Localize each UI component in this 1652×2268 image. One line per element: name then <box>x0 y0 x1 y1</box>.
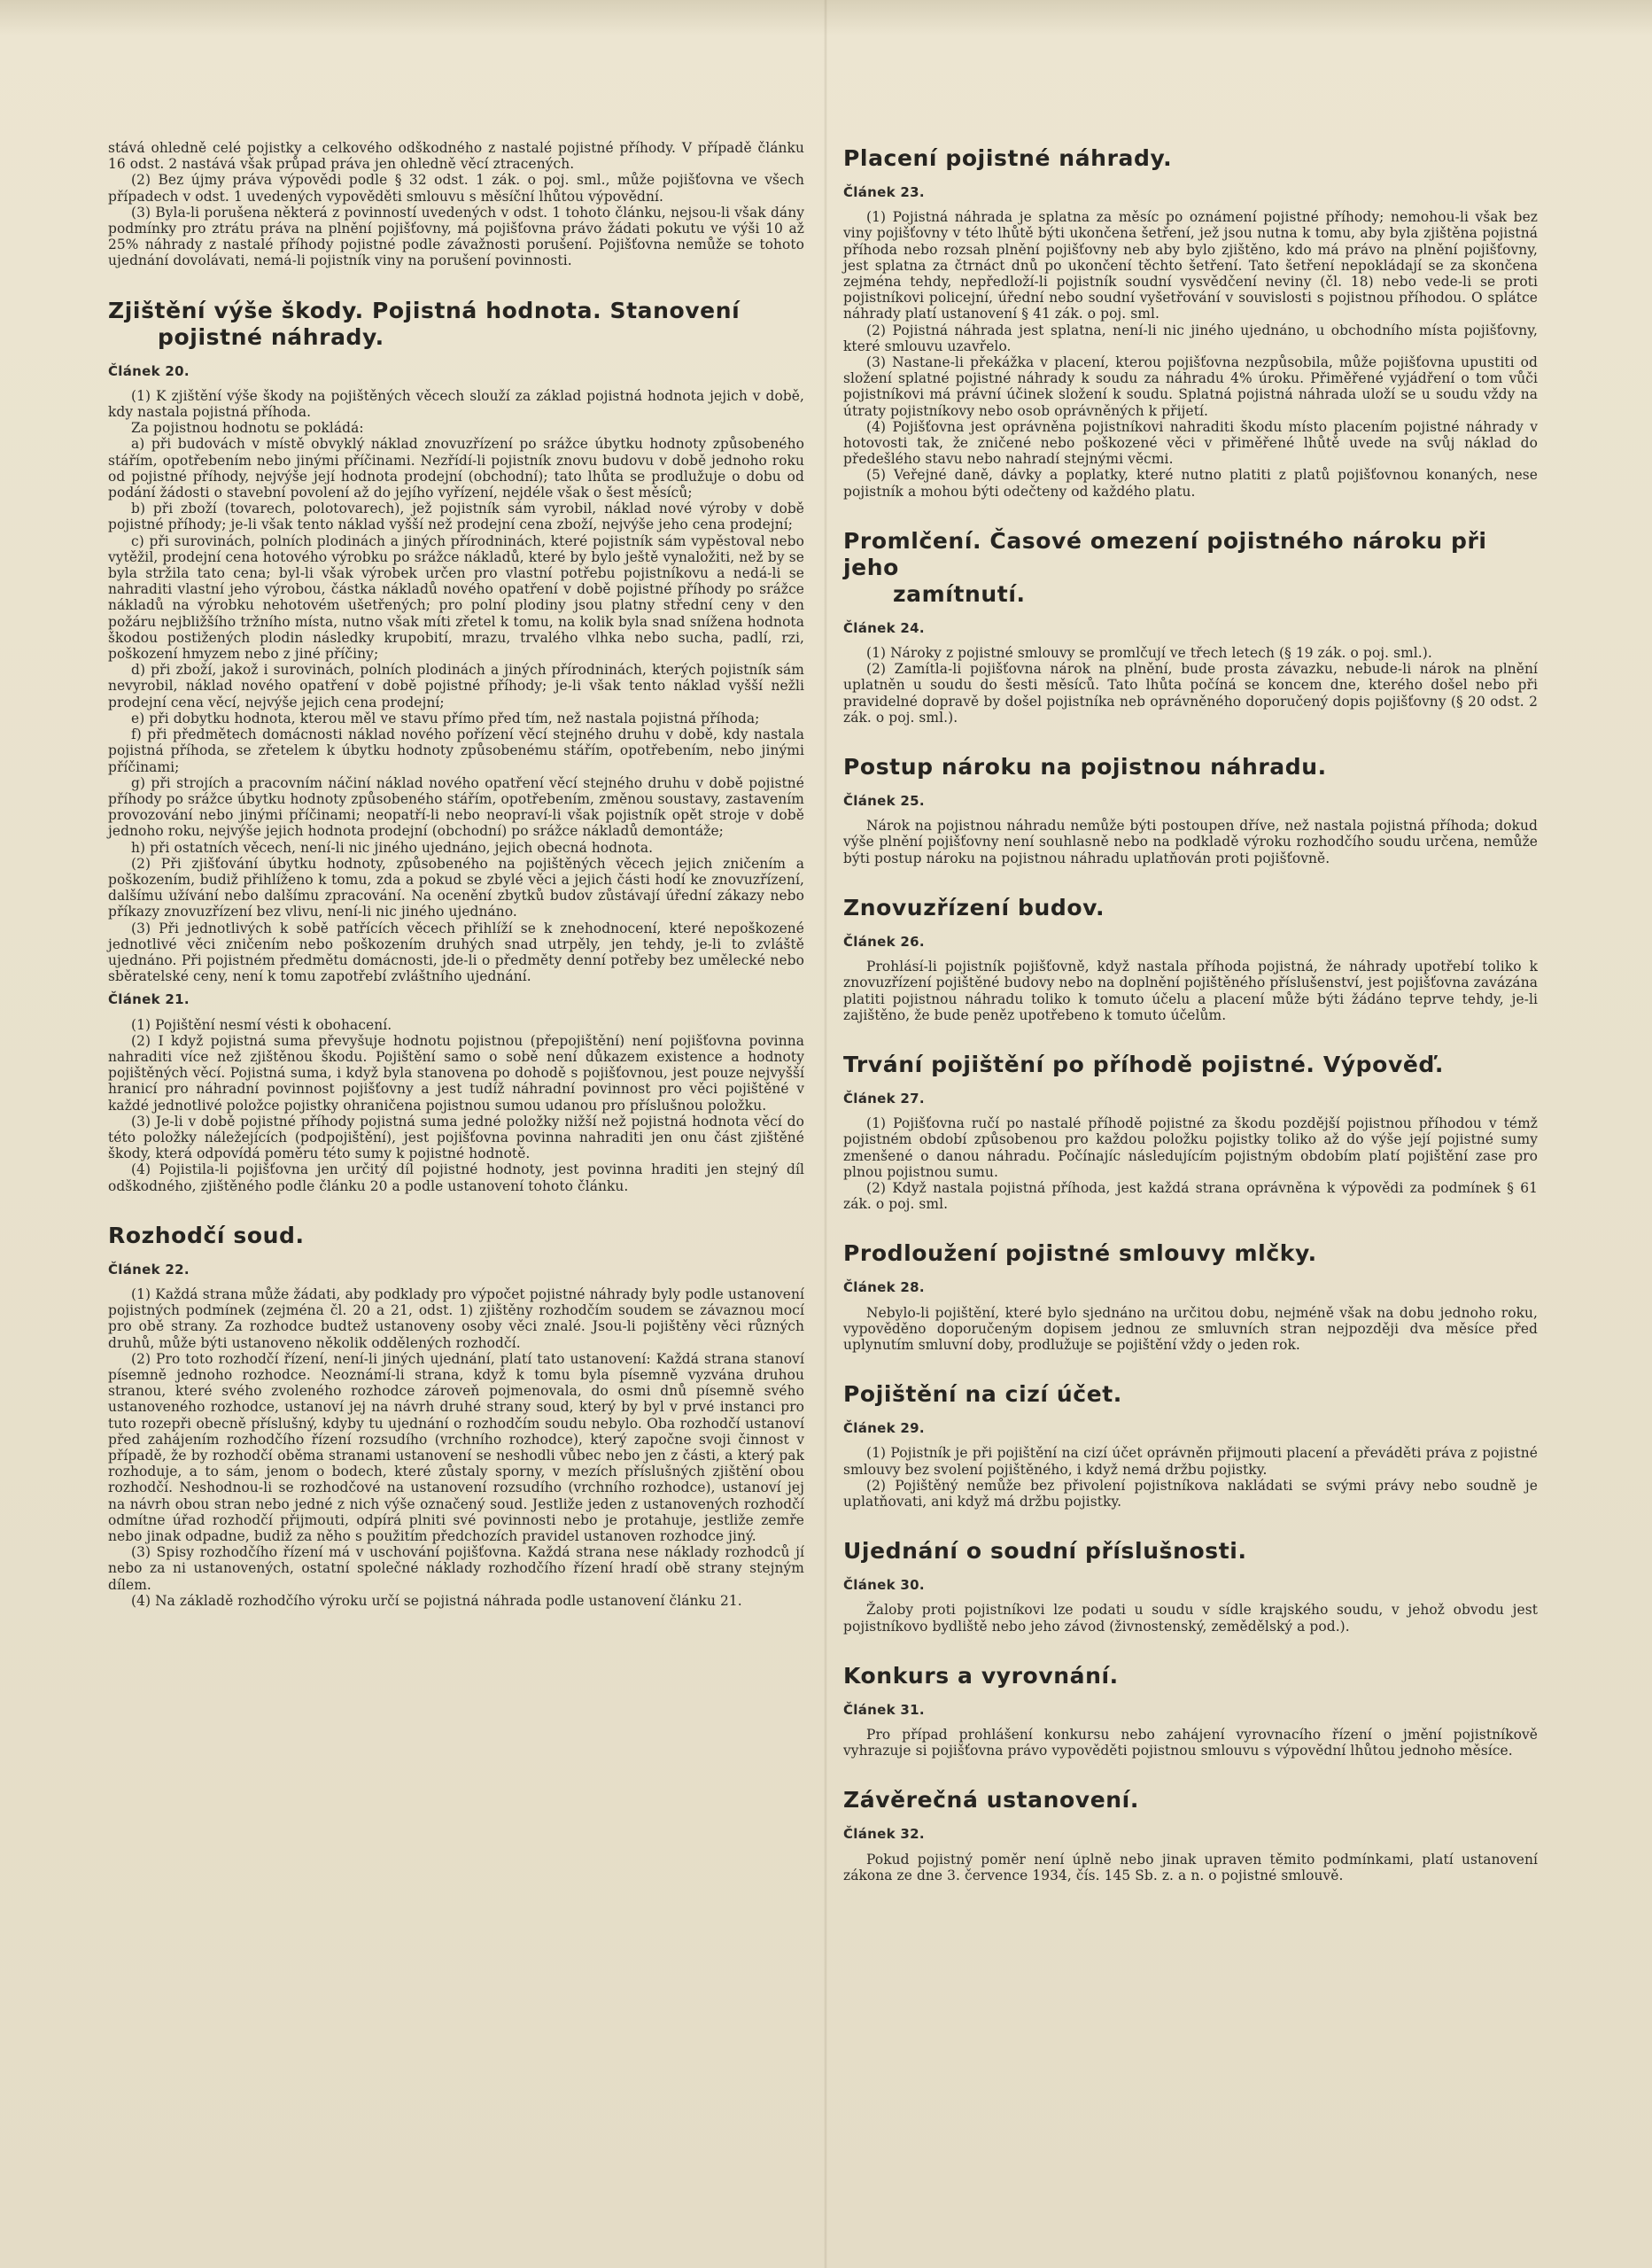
article-label: Článek 30. <box>843 1577 925 1594</box>
section-heading: Placení pojistné náhrady. <box>843 145 1173 171</box>
paragraph: (3) Při jednotlivých k sobě patřících věcech přihlíží se k znehodnocení, které nepoškozené jednotlivé věci zničením nebo poškozením druhých snad utrpěly, jen tehdy, je-li to zvláště ujednáno. Při pojistném předmětu domácnosti, jde-li o předměty denní potřeby bez umělecké nebo sběratelské ceny, není k tomu zapotřebí zvláštního ujednání. <box>108 920 804 985</box>
article-label: Článek 20. <box>108 362 190 379</box>
paragraph: (4) Pojistila-li pojišťovna jen určitý díl pojistné hodnoty, jest povinna hraditi jen stejný díl odškodného, zjištěného podle článku 20 a podle ustanovení tohoto článku. <box>108 1161 804 1194</box>
section-prislusnost <box>843 1538 1538 1565</box>
article-label: Článek 27. <box>843 1090 925 1107</box>
article-label: Článek 29. <box>843 1420 925 1437</box>
paragraph: (2) Bez újmy práva výpovědi podle § 32 odst. 1 zák. o poj. sml., může pojišťovna ve všech případech v odst. 1 uvedených vypověděti smlouvu s měsíční lhůtou výpovědní. <box>108 172 804 205</box>
paragraph: (3) Byla-li porušena některá z povinností uvedených v odst. 1 tohoto článku, nejsou-li však dány podmínky pro ztrátu práva na plnění pojišťovny, má pojišťovna právo žádati pokutu ve výši 10 až 25% náhrady z nastalé příhody pojistné podle závažnosti porušení. Pojišťovna nemůže se tohoto ujednání dovolávati, nemá-li pojistník viny na porušení povinnosti. <box>108 204 804 269</box>
section-heading: Pojištění na cizí účet. <box>843 1381 1122 1408</box>
paragraph: Pokud pojistný poměr není úplně nebo jinak upraven těmito podmínkami, platí ustanovení zákona ze dne 3. července 1934, čís. 145 Sb. z. a n. o pojistné smlouvě. <box>843 1851 1538 1884</box>
paragraph: (2) Když nastala pojistná příhoda, jest každá strana oprávněna k výpovědi za podmínek § 61 zák. o poj. sml. <box>843 1179 1538 1213</box>
paragraph: f) při předmětech domácnosti náklad nového pořízení věcí stejného druhu v době, kdy nastala pojistná příhoda, se zřetelem k úbytku hodnoty způsobenému stářím, opotřebením, nebo jinými příčinami; <box>108 726 804 775</box>
paragraph: (4) Pojišťovna jest oprávněna pojistníkovi nahraditi škodu místo placením pojistné náhrady v hotovosti tak, že zničené nebo poškozené věci v přiměřené lhůtě uvede na svůj náklad do předešlého stavu nebo nahradí stejnými věcmi. <box>843 418 1538 468</box>
paragraph: Za pojistnou hodnotu se pokládá: <box>131 420 364 437</box>
paragraph: (2) Pojištěný nemůže bez přivolení pojistníkova nakládati se svými právy nebo soudně je uplatňovati, ani když má držbu pojistky. <box>843 1477 1538 1510</box>
section-znovuzrizeni <box>843 895 1538 921</box>
section-prodlouzeni <box>843 1240 1538 1267</box>
section-heading: Trvání pojištění po příhodě pojistné. Výpověď. <box>843 1051 1444 1077</box>
section-heading: Prodloužení pojistné smlouvy mlčky. <box>843 1240 1317 1267</box>
paragraph: (3) Je-li v době pojistné příhody pojistná suma jedné položky nižší než pojistná hodnota věcí do této položky náležejících (podpojištění), jest pojišťovna povinna nahraditi jen onu část zjištěné škody, která odpovídá poměru této sumy k pojistné hodnotě. <box>108 1113 804 1162</box>
paragraph: Prohlásí-li pojistník pojišťovně, když nastala příhoda pojistná, že náhrady upotřebí toliko k znovuzřízení pojištěné budovy nebo na doplnění pojištěného příslušenství, jest pojišťovna zavázána platiti pojistnou náhradu toliko k tomuto účelu a placení může býti žádáno teprve tehdy, je-li zajištěno, že bude peněz upotřebeno k tomuto účelům. <box>843 959 1538 1023</box>
paragraph: e) při dobytku hodnota, kterou měl ve stavu přímo před tím, než nastala pojistná příhoda; <box>131 710 760 726</box>
paragraph: (2) Zamítla-li pojišťovna nárok na plnění, bude prosta závazku, nebude-li nárok na plnění uplatněn u soudu do šesti měsíců. Tato lhůta počíná se koncem dne, kterého došel nebo při pravidelné dopravě by došel pojistníka neb oprávněného doporučený dopis pojišťovny (§ 20 odst. 2 zák. o poj. sml.). <box>843 661 1538 726</box>
paragraph: (2) I když pojistná suma převyšuje hodnotu pojistnou (přepojištění) není pojišťovna povinna nahraditi více než zjištěnou škodu. Pojištění samo o sobě není důkazem existence a hodnoty pojištěných věcí. Pojistná suma, i když byla stanovena po dohodě s pojišťovnou, jest pouze nejvyšší hranicí pro náhradní povinnost pojišťovny a jest tudíž náhradní povinnost pro věci pojištěné v každé jednotlivé položce pojistky ohraničena pojistnou sumou udanou pro příslušnou položku. <box>108 1032 804 1114</box>
paragraph: Pro případ prohlášení konkursu nebo zahájení vyrovnacího řízení o jmění pojistníkově vyhrazuje si pojišťovna právo vypověděti pojistnou smlouvu s výpovědní lhůtou jednoho měsíce. <box>843 1726 1538 1759</box>
section-heading <box>843 528 1538 608</box>
right-column <box>843 145 1538 1884</box>
section-placeni <box>843 145 1538 172</box>
paragraph: (3) Nastane-li překážka v placení, kterou pojišťovna nezpůsobila, může pojišťovna upustiti od složení splatné pojistné náhrady k soudu za náhradu 4% úroku. Přiměřené vyjádření o tom vůči pojistníkovi má právní účinek složení k soudu. Splatná pojistná náhrada uloží se u soudu vždy na útraty pojistníkovy nebo osob oprávněných k přijetí. <box>843 354 1538 419</box>
section-skoda <box>108 298 804 351</box>
section-promlceni <box>843 528 1538 608</box>
section-zaverecna <box>843 1787 1538 1814</box>
page-fold <box>824 0 827 2268</box>
paragraph: (5) Veřejné daně, dávky a poplatky, které nutno platiti z platů pojišťovnou konaných, nese pojistník a mohou býti odečteny od každého platu. <box>843 467 1538 500</box>
section-heading: Znovuzřízení budov. <box>843 894 1105 920</box>
paragraph: (1) Každá strana může žádati, aby podklady pro výpočet pojistné náhrady byly podle ustanovení pojistných podmínek (zejména čl. 20 a 21, odst. 1) zjištěny rozhodčím soudem se závaznou mocí pro obě strany. Za rozhodce budtež ustanoveny osoby věci znalé. Jsou-li pojištěny věci různých druhů, může býti ustanoveno několik oddělených rozhodčí. <box>108 1285 804 1351</box>
section-heading: Závěrečná ustanovení. <box>843 1787 1139 1814</box>
paragraph: (1) K zjištění výše škody na pojištěných věcech slouží za základ pojistná hodnota jejich v době, kdy nastala pojistná příhoda. <box>108 387 804 421</box>
article-label: Článek 23. <box>843 184 925 200</box>
section-cizi-ucet <box>843 1381 1538 1408</box>
paragraph: (1) Pojištění nesmí vésti k obohacení. <box>131 1016 392 1033</box>
paragraph: Žaloby proti pojistníkovi lze podati u soudu v sídle krajského soudu, v jehož obvodu jest pojistníkovo bydliště nebo jeho závod (živnostenský, zemědělský a pod.). <box>843 1602 1538 1635</box>
paragraph: (1) Pojistník je při pojištění na cizí účet oprávněn přijmouti placení a převáděti práva z pojistné smlouvy bez svolení pojištěného, i když nemá držbu pojistky. <box>843 1445 1538 1478</box>
article-label: Článek 26. <box>843 933 925 950</box>
paragraph: (2) Pro toto rozhodčí řízení, není-li jiných ujednání, platí tato ustanovení: Každá strana stanoví písemně jednoho rozhodce. Neoznámí-li strana, když k tomu byla písemně vyzvána druhou stranou, které svého zvoleného rozhodce zároveň pojmenovala, do osmi dnů písemně svého ustanoveného rozhodce, ustanoví jej na návrh druhé strany soud, který by byl v prvé instanci pro tuto rozepři obecně příslušný, kdyby tu ujednání o rozhodčím soudu nebylo. Oba rozhodčí ustanoví před zahájením rozhodčího řízení rozsudího (vrchního rozhodce), který započne svoji činnost v případě, že by rozhodčí oběma stranami ustanovení se neshodli vůbec nebo jen z části, a který pak rozhoduje, a to sám, jenom o bodech, které zůstaly sporny, v mezích příslušných zjištění obou rozhodčí. Neshodnou-li se rozhodčové na ustanovení rozsudího (vrchního rozhodce), ustanoví jej na návrh obou stran nebo jedné z nich výše označený soud. Jestliže jeden z ustanovených rozhodčí odmítne úřad rozhodčí přijmouti, odpírá plniti své povinnosti nebo je protahuje, jestliže zemře nebo jinak odpadne, budiž za něho s použitím předchozích pravidel ustanoven rozhodce jiný. <box>108 1350 804 1545</box>
section-heading <box>108 298 804 351</box>
section-heading: Konkurs a vyrovnání. <box>843 1662 1119 1689</box>
article-label: Článek 31. <box>843 1701 925 1718</box>
paragraph: stává ohledně celé pojistky a celkového odškodného z nastalé pojistné příhody. V případě článku 16 odst. 2 nastává však průpad práva jen ohledně věcí ztracených. <box>108 140 804 173</box>
article-label: Článek 28. <box>843 1279 925 1296</box>
article-label: Článek 22. <box>108 1261 190 1278</box>
section-postup <box>843 754 1538 781</box>
section-heading: Rozhodčí soud. <box>108 1222 305 1248</box>
paragraph: b) při zboží (tovarech, polotovarech), jež pojistník sám vyrobil, náklad nové výroby v době pojistné příhody; je-li však tento náklad vyšší než prodejní cena zboží, nejvýše jeho cena prodejní; <box>108 501 804 533</box>
paragraph: (3) Spisy rozhodčího řízení má v uschování pojišťovna. Každá strana nese náklady rozhodců jí nebo za ni ustanovených, ostatní společné náklady rozhodčího řízení hradí obě strany stejným dílem. <box>108 1544 804 1593</box>
section-heading-line: Promlčení. Časové omezení pojistného nároku při jeho <box>843 527 1487 580</box>
paragraph: Nárok na pojistnou náhradu nemůže býti postoupen dříve, než nastala pojistná příhoda; dokud výše plnění pojišťovny není souhlasně nebo na podkladě výroku rozhodčího soudu určena, nemůže býti postup nároku na pojistnou náhradu uplatňován proti pojišťovně. <box>843 818 1538 866</box>
paragraph: h) při ostatních věcech, není-li nic jiného ujednáno, jejich obecná hodnota. <box>131 839 654 856</box>
paragraph: c) při surovinách, polních plodinách a jiných přírodninách, které pojistník sám vypěstoval nebo vytěžil, prodejní cena hotového výrobku po srážce nákladů, které by bylo ještě vynaložiti, než by se byla stržila tato cena; byl-li však výrobek určen pro vlastní potřebu pojistníkovu a nedá-li se nahraditi vlastní jeho výrobou, částka nákladů nového opatření v době pojistné příhody po srážce nákladů na výrobku nehotovém ušetřených; pro polní plodiny jsou platny střední ceny v den požáru nejbližšího tržního místa, nutno však míti zřetel k tomu, na kolik byla snad snížena hodnota škodou postižených plodin následky krupobití, mrazu, trvalého vlhka nebo sucha, padlí, rzi, poškození hmyzem nebo z jiné příčiny; <box>108 532 804 663</box>
paragraph: (2) Při zjišťování úbytku hodnoty, způsobeného na pojištěných věcech jejich zničením a poškozením, budiž přihlíženo k tomu, zda a pokud se zbylé věci a jejich části hodí ke znovuzřízení, dalšímu užívání nebo dalšímu zpracování. Na ocenění zbytků budov zůstávají úřední zákazy nebo příkazy znovuzřízení bez vlivu, není-li nic jiného ujednáno. <box>108 855 804 920</box>
paragraph: (1) Nároky z pojistné smlouvy se promlčují ve třech letech (§ 19 zák. o poj. sml.). <box>866 645 1432 662</box>
article-label: Článek 24. <box>843 619 925 636</box>
section-heading-line: pojistné náhrady. <box>158 323 384 350</box>
section-heading: Ujednání o soudní příslušnosti. <box>843 1538 1247 1565</box>
paragraph: g) při strojích a pracovním náčiní náklad nového opatření věcí stejného druhu v době pojistné příhody po srážce úbytku hodnoty způsobeného stářím, opotřebením, změnou soustavy, zastavením provozování nebo jinými příčinami; neopatří-li nebo neopraví-li však pojistník opět stroje v době jednoho roku, nejvýše jejich hodnota prodejní (obchodní) po srážce nákladů demontáže; <box>108 774 804 840</box>
paragraph: (1) Pojišťovna ručí po nastalé příhodě pojistné za škodu pozdější pojistnou příhodou v témž pojistném období způsobenou pro každou položku pojistky toliko až do výše její pojistné sumy zmenšené o danou náhradu. Počínajíc následujícím pojistným obdobím platí pojištění zase pro plnou pojistnou sumu. <box>843 1115 1538 1180</box>
article-label: Článek 25. <box>843 793 925 810</box>
section-heading-line: zamítnutí. <box>893 580 1026 607</box>
paragraph: a) při budovách v místě obvyklý náklad znovuzřízení po srážce úbytku hodnoty způsobeného stářím, opotřebením nebo jinými příčinami. Nezřídí-li pojistník znovu budovu v době jednoho roku od pojistné příhody, nejvýše její hodnota prodejní (obchodní); tato lhůta se prodlužuje o dobu od podání žádosti o stavební povolení až do jejího vyřízení, nejdéle však o šest měsíců; <box>108 436 804 501</box>
paragraph: (1) Pojistná náhrada je splatna za měsíc po oznámení pojistné příhody; nemohou-li však bez viny pojišťovny v této lhůtě býti ukončena šetření, jež jsou nutna k tomu, aby byla zjištěna pojistná příhoda nebo rozsah plnění pojišťovny neb aby bylo zjištěno, kdo má právo na plnění pojišťovny, jest splatna za čtrnáct dnů po ukončení těchto šetření. Tato šetření nepokládají se za skončena zejména tehdy, nepředloží-li pojistník soudní vysvědčení neviny (čl. 18) nebo vede-li se proti pojistníkovi policejní, úřední nebo soudní vyšetřování v souvislosti s pojistnou příhodou. O splátce náhrady platí ustanovení § 41 zák. o poj. sml. <box>843 209 1538 322</box>
left-column <box>108 140 804 1609</box>
section-rozhodci-soud <box>108 1223 804 1249</box>
section-heading: Postup nároku na pojistnou náhradu. <box>843 754 1327 781</box>
section-konkurs <box>843 1663 1538 1689</box>
section-heading-line: Zjištění výše škody. Pojistná hodnota. Stanovení <box>108 297 741 323</box>
paragraph: (2) Pojistná náhrada jest splatna, není-li nic jiného ujednáno, u obchodního místa pojišťovny, které smlouvu uzavřelo. <box>843 322 1538 354</box>
section-trvani <box>843 1052 1538 1078</box>
article-label: Článek 21. <box>108 991 190 1008</box>
article-label: Článek 32. <box>843 1826 925 1843</box>
paragraph: (4) Na základě rozhodčího výroku určí se pojistná náhrada podle ustanovení článku 21. <box>131 1592 742 1609</box>
paragraph: d) při zboží, jakož i surovinách, polních plodinách a jiných přírodninách, kterých pojistník sám nevyrobil, náklad nového opatření v době pojistné příhody; je-li však tento náklad vyšší nežli prodejní cena věcí, nejvýše jejich cena prodejní; <box>108 662 804 711</box>
paragraph: Nebylo-li pojištění, které bylo sjednáno na určitou dobu, nejméně však na dobu jednoho roku, vypověděno doporučeným dopisem jednou ze smluvních stran nejpozději dva měsíce před uplynutím smluvní doby, prodlužuje se pojištění vždy o jeden rok. <box>843 1304 1538 1353</box>
